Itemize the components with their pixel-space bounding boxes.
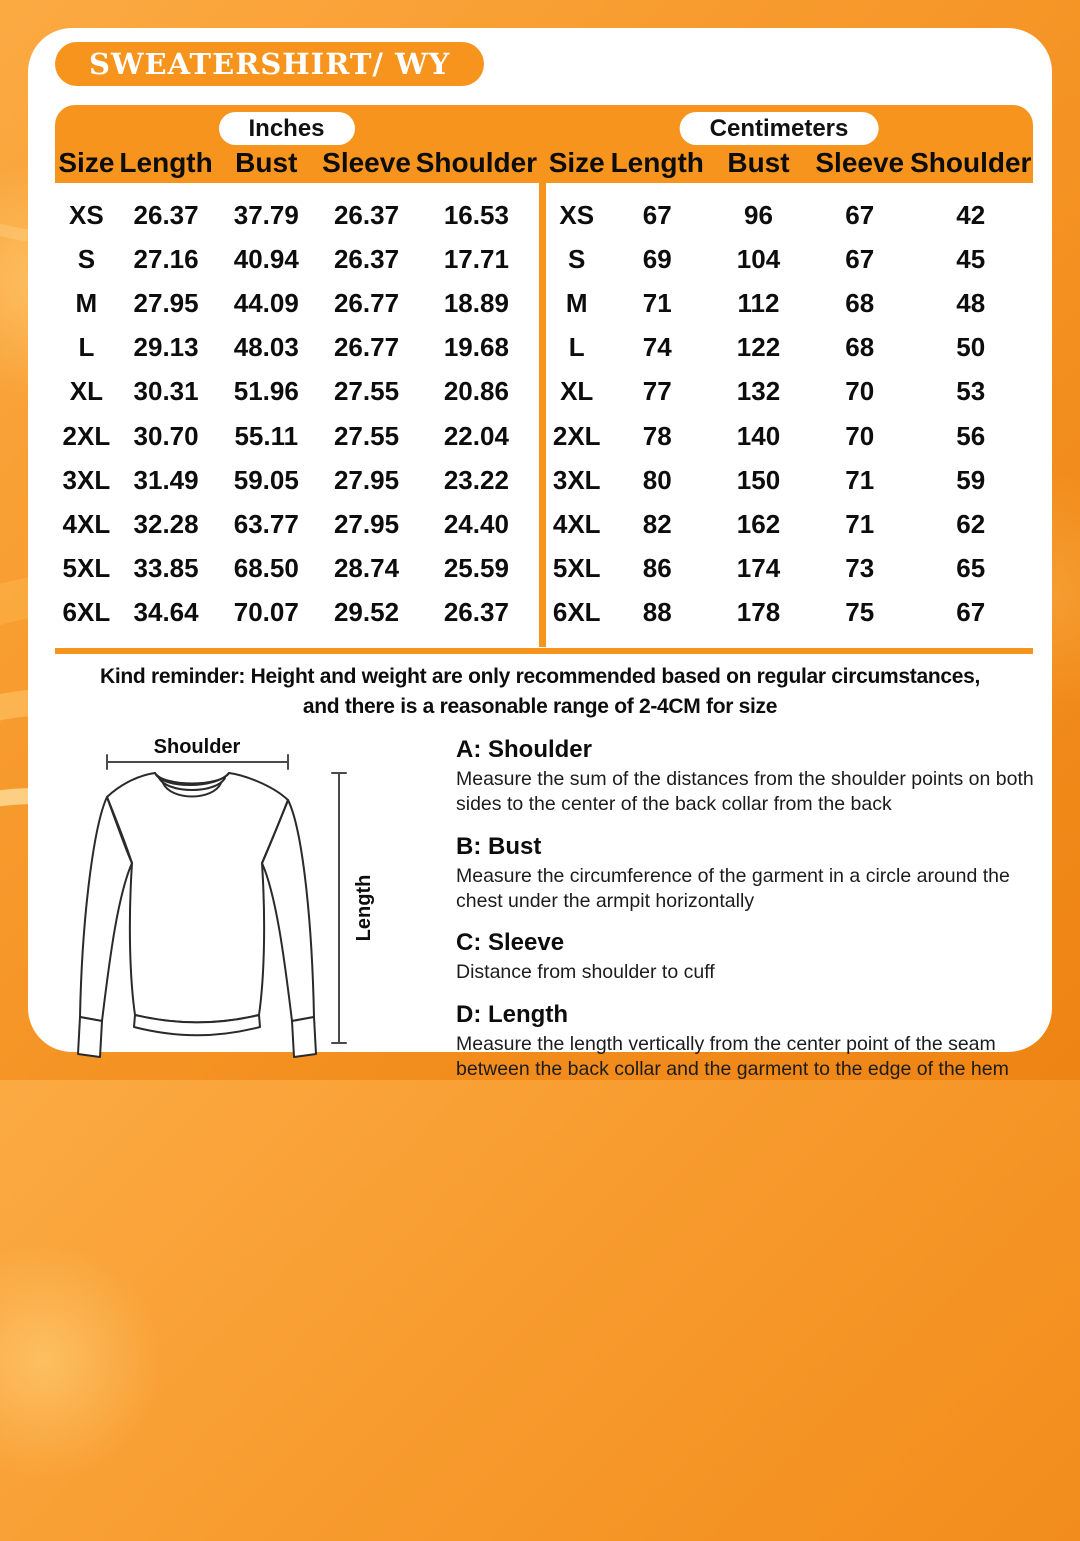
value-cell: 25.59 (443, 553, 509, 584)
value-cell: 140 (736, 420, 781, 451)
instruction-heading: B: Bust (456, 832, 542, 860)
instruction-length (456, 1001, 1042, 1083)
value-cell: 32.28 (133, 508, 199, 539)
value-cell: 26.77 (333, 287, 400, 318)
vertical-divider (539, 183, 546, 647)
value-cell: 78 (642, 420, 672, 451)
value-cell: 33.85 (133, 553, 199, 584)
column-header: Length (610, 147, 704, 178)
value-cell: 150 (736, 464, 781, 495)
size-cell: 6XL (552, 597, 601, 628)
value-cell: 73 (845, 553, 875, 584)
value-cell: 27.95 (133, 287, 199, 318)
column-header: Bust (727, 147, 790, 178)
value-cell: 45 (956, 243, 986, 274)
instruction-bust (456, 833, 1042, 915)
size-chart-card (28, 28, 1052, 1081)
value-cell: 112 (737, 287, 780, 318)
instruction-heading: D: Length (456, 1000, 568, 1028)
value-cell: 63.77 (233, 508, 299, 539)
value-cell: 67 (845, 243, 875, 274)
measurement-instructions (456, 736, 1042, 1097)
size-cell: XL (560, 376, 594, 407)
sweatshirt-measurement-diagram (52, 725, 444, 1063)
size-cell: 4XL (552, 508, 601, 539)
value-cell: 67 (956, 597, 986, 628)
column-header: Sleeve (815, 147, 905, 178)
value-cell: 122 (736, 332, 781, 363)
value-cell: 65 (956, 553, 986, 584)
reminder-line1: Kind reminder: Height and weight are only recommended based on regular circumstances, (99, 665, 981, 688)
value-cell: 96 (744, 199, 773, 230)
value-cell: 132 (736, 376, 781, 407)
value-cell: 174 (736, 553, 781, 584)
value-cell: 178 (736, 597, 781, 628)
size-cell: M (565, 287, 588, 318)
centimeters-header-section (545, 105, 1033, 183)
value-cell: 26.37 (333, 243, 400, 274)
value-cell: 31.49 (133, 464, 199, 495)
value-cell: 67 (642, 199, 672, 230)
instruction-body: Measure the length vertically from the center point of the seam between the back collar and the garment to the edge of the hem (456, 1032, 1009, 1081)
horizontal-divider (55, 648, 1033, 654)
value-cell: 88 (642, 597, 672, 628)
inches-column-headers (55, 145, 538, 181)
size-cell: 5XL (62, 553, 111, 584)
table-header-band (55, 105, 1033, 183)
instruction-heading: C: Sleeve (456, 929, 565, 957)
value-cell: 29.52 (333, 597, 400, 628)
size-cell: XS (69, 199, 104, 230)
kind-reminder-text (28, 662, 1052, 722)
size-cell: L (568, 332, 585, 363)
value-cell: 162 (736, 508, 781, 539)
instruction-shoulder (456, 736, 1042, 818)
value-cell: 48 (956, 287, 986, 318)
value-cell: 50 (956, 332, 986, 363)
product-title-badge (55, 42, 484, 86)
value-cell: 27.95 (333, 464, 400, 495)
instruction-body: Distance from shoulder to cuff (456, 961, 715, 984)
column-header: Shoulder (910, 147, 1032, 178)
value-cell: 70.07 (233, 597, 299, 628)
shoulder-diagram-label: Shoulder (153, 736, 241, 758)
size-cell: S (77, 243, 96, 274)
value-cell: 86 (642, 553, 672, 584)
value-cell: 75 (845, 597, 875, 628)
value-cell: 69 (642, 243, 672, 274)
length-diagram-label: Length (353, 874, 375, 942)
value-cell: 26.37 (333, 199, 400, 230)
value-cell: 34.64 (133, 597, 199, 628)
sweatshirt-drawing (78, 773, 316, 1057)
centimeters-size-table (545, 183, 1033, 647)
value-cell: 26.37 (443, 597, 509, 628)
size-cell: 4XL (62, 508, 111, 539)
instruction-sleeve (456, 929, 1042, 985)
size-cell: 3XL (62, 464, 111, 495)
size-cell: 5XL (552, 553, 601, 584)
value-cell: 37.79 (233, 199, 299, 230)
size-cell: M (75, 287, 98, 318)
value-cell: 27.55 (333, 376, 400, 407)
size-cell: XS (559, 199, 595, 230)
instruction-body: Measure the circumference of the garment in a circle around the chest under the armpit horizontally (456, 864, 1010, 913)
column-header: Shoulder (415, 147, 538, 178)
centimeters-unit-label: Centimeters (709, 114, 849, 142)
value-cell: 22.04 (443, 420, 509, 451)
value-cell: 23.22 (443, 464, 509, 495)
value-cell: 55.11 (234, 420, 299, 451)
value-cell: 29.13 (133, 332, 199, 363)
value-cell: 70 (845, 420, 875, 451)
value-cell: 26.77 (333, 332, 400, 363)
value-cell: 68 (845, 287, 875, 318)
size-cell: L (78, 332, 95, 363)
value-cell: 104 (736, 243, 781, 274)
value-cell: 51.96 (233, 376, 299, 407)
size-cell: 3XL (552, 464, 601, 495)
value-cell: 20.86 (443, 376, 509, 407)
value-cell: 62 (956, 508, 986, 539)
value-cell: 28.74 (333, 553, 400, 584)
column-header: Sleeve (322, 147, 411, 178)
value-cell: 70 (845, 376, 875, 407)
value-cell: 80 (642, 464, 672, 495)
value-cell: 19.68 (443, 332, 509, 363)
centimeters-unit-pill (680, 112, 879, 145)
value-cell: 26.37 (133, 199, 199, 230)
value-cell: 30.31 (133, 376, 199, 407)
reminder-line2: and there is a reasonable range of 2-4CM for size (302, 694, 778, 718)
size-cell: S (568, 243, 586, 274)
value-cell: 44.09 (233, 287, 299, 318)
value-cell: 53 (956, 376, 986, 407)
size-cell: 2XL (62, 420, 111, 451)
value-cell: 48.03 (233, 332, 299, 363)
length-measure-line (332, 773, 346, 1043)
value-cell: 40.94 (233, 243, 299, 274)
centimeters-column-headers (545, 145, 1033, 181)
value-cell: 42 (956, 199, 986, 230)
column-header: Size (548, 147, 605, 178)
value-cell: 30.70 (133, 420, 199, 451)
inches-unit-pill (218, 112, 354, 145)
value-cell: 59.05 (233, 464, 299, 495)
product-title: SWEATERSHIRT/ WY (89, 47, 451, 81)
value-cell: 24.40 (443, 508, 509, 539)
column-header: Size (58, 147, 115, 178)
instruction-heading: A: Shoulder (456, 736, 592, 763)
column-header: Bust (235, 147, 298, 178)
value-cell: 56 (956, 420, 986, 451)
instruction-body: Measure the sum of the distances from the shoulder points on both sides to the center of the back collar from the back (456, 768, 1034, 816)
value-cell: 68 (845, 332, 875, 363)
value-cell: 27.55 (333, 420, 400, 451)
size-cell: XL (69, 376, 103, 407)
value-cell: 18.89 (443, 287, 509, 318)
value-cell: 74 (642, 332, 672, 363)
value-cell: 67 (845, 199, 875, 230)
size-cell: 6XL (62, 597, 111, 628)
value-cell: 82 (642, 508, 672, 539)
value-cell: 27.16 (133, 243, 199, 274)
value-cell: 59 (956, 464, 986, 495)
inches-unit-label: Inches (248, 114, 325, 142)
value-cell: 71 (845, 464, 875, 495)
value-cell: 68.50 (233, 553, 299, 584)
column-header: Length (119, 147, 213, 178)
inches-size-table (55, 183, 538, 647)
value-cell: 27.95 (333, 508, 400, 539)
value-cell: 71 (845, 508, 875, 539)
size-cell: 2XL (552, 420, 601, 451)
value-cell: 17.71 (443, 243, 509, 274)
value-cell: 16.53 (443, 199, 509, 230)
value-cell: 71 (642, 287, 672, 318)
value-cell: 77 (642, 376, 672, 407)
inches-header-section (55, 105, 538, 183)
